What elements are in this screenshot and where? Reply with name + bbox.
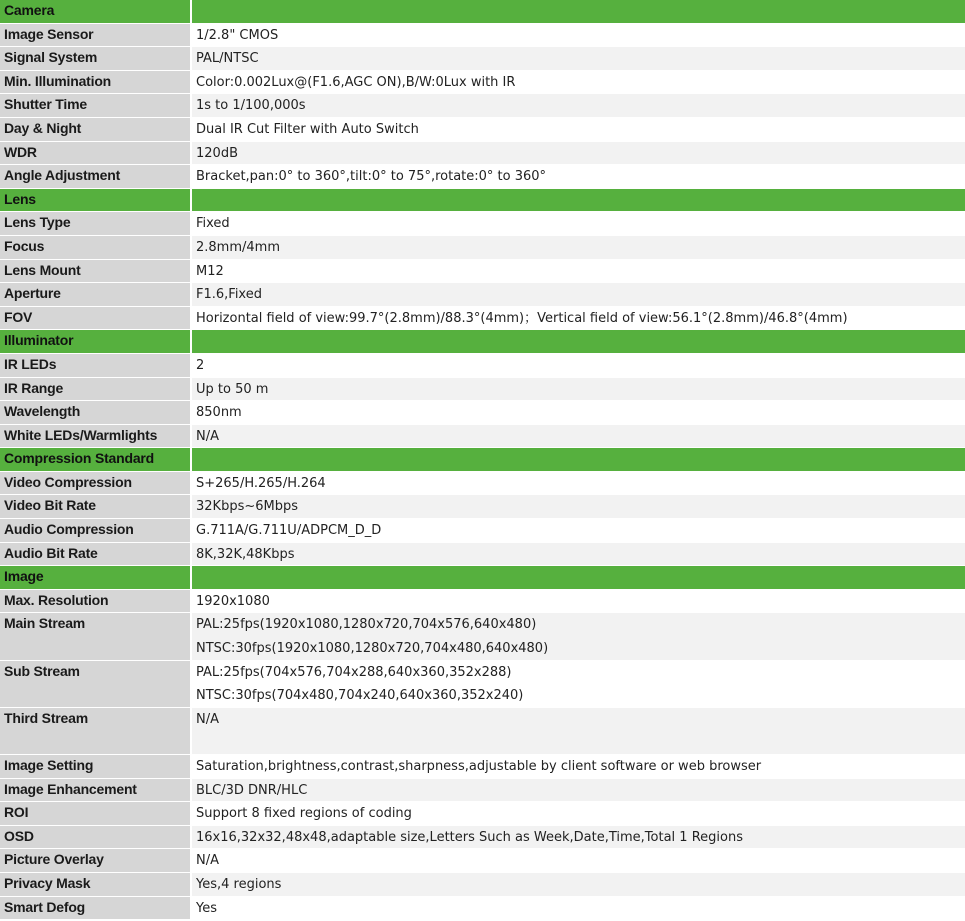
spec-label: Video Compression	[0, 472, 192, 495]
spec-value-line: 2.8mm/4mm	[196, 239, 280, 255]
section-header-image	[0, 566, 965, 590]
spec-value-line: S+265/H.265/H.264	[196, 475, 326, 491]
spec-label: Min. Illumination	[0, 71, 192, 94]
spec-value	[192, 873, 965, 896]
spec-row-aperture	[0, 283, 965, 307]
spec-row-sub-stream	[0, 661, 965, 708]
spec-value	[192, 897, 965, 920]
spec-row-wdr	[0, 142, 965, 166]
spec-value-line: NTSC:30fps(1920x1080,1280x720,704x480,640x480)	[196, 641, 549, 657]
spec-value-line: Fixed	[196, 216, 230, 232]
spec-label: Shutter Time	[0, 94, 192, 117]
spec-label: Video Bit Rate	[0, 495, 192, 518]
spec-value-line: N/A	[196, 428, 219, 444]
spec-label: Max. Resolution	[0, 590, 192, 613]
spec-row-smart-defog	[0, 897, 965, 921]
section-fill	[192, 566, 965, 589]
spec-row-min-illumination	[0, 71, 965, 95]
spec-value	[192, 212, 965, 235]
spec-value-line: Yes,4 regions	[196, 876, 282, 892]
spec-label: Main Stream	[0, 613, 192, 659]
spec-row-shutter-time	[0, 94, 965, 118]
spec-label: Lens Mount	[0, 260, 192, 283]
spec-value	[192, 165, 965, 188]
spec-label: FOV	[0, 307, 192, 330]
spec-label: OSD	[0, 826, 192, 849]
section-title: Illuminator	[0, 330, 192, 353]
spec-value-line: PAL:25fps(1920x1080,1280x720,704x576,640x480)	[196, 617, 537, 633]
spec-value-line: 850nm	[196, 405, 242, 421]
spec-row-signal-system	[0, 47, 965, 71]
spec-value	[192, 802, 965, 825]
spec-value-line: PAL/NTSC	[196, 51, 259, 67]
spec-value-line: 1s to 1/100,000s	[196, 98, 306, 114]
spec-row-white-leds-warmlights	[0, 425, 965, 449]
spec-value	[192, 142, 965, 165]
spec-value-line: N/A	[196, 853, 219, 869]
spec-value-line: G.711A/G.711U/ADPCM_D_D	[196, 523, 382, 539]
spec-row-audio-compression	[0, 519, 965, 543]
spec-label: Audio Bit Rate	[0, 543, 192, 566]
spec-label: IR LEDs	[0, 354, 192, 377]
spec-row-focus	[0, 236, 965, 260]
spec-value	[192, 236, 965, 259]
section-fill	[192, 189, 965, 212]
spec-value	[192, 47, 965, 70]
spec-value	[192, 613, 965, 659]
spec-value	[192, 519, 965, 542]
spec-label: Angle Adjustment	[0, 165, 192, 188]
spec-value	[192, 425, 965, 448]
spec-value-line: M12	[196, 263, 224, 279]
spec-label: Day & Night	[0, 118, 192, 141]
spec-value	[192, 401, 965, 424]
spec-label: Audio Compression	[0, 519, 192, 542]
spec-label: Image Setting	[0, 755, 192, 778]
spec-row-max-resolution	[0, 590, 965, 614]
spec-value	[192, 71, 965, 94]
spec-value-line: 16x16,32x32,48x48,adaptable size,Letters Such as Week,Date,Time,Total 1 Regions	[196, 829, 743, 845]
spec-value-line: PAL:25fps(704x576,704x288,640x360,352x288)	[196, 664, 512, 680]
spec-value	[192, 307, 965, 330]
spec-value-line: 32Kbps~6Mbps	[196, 499, 299, 515]
spec-row-image-setting	[0, 755, 965, 779]
spec-value-line: Horizontal field of view:99.7°(2.8mm)/88.3°(4mm)；Vertical field of view:56.1°(2.8mm)/46.8°(4mm)	[196, 310, 848, 326]
spec-value-line: NTSC:30fps(704x480,704x240,640x360,352x240)	[196, 688, 524, 704]
spec-row-ir-range	[0, 378, 965, 402]
spec-value-line: 1920x1080	[196, 593, 270, 609]
spec-row-image-enhancement	[0, 779, 965, 803]
spec-label: Image Enhancement	[0, 779, 192, 802]
spec-value-line: F1.6,Fixed	[196, 287, 262, 303]
spec-value-line: Yes	[196, 900, 217, 916]
spec-value-line: 120dB	[196, 145, 238, 161]
spec-label: WDR	[0, 142, 192, 165]
spec-value	[192, 708, 965, 754]
spec-row-video-bit-rate	[0, 495, 965, 519]
spec-row-fov	[0, 307, 965, 331]
section-fill	[192, 0, 965, 23]
spec-value-line: Dual IR Cut Filter with Auto Switch	[196, 121, 419, 137]
section-header-illuminator	[0, 330, 965, 354]
spec-value-line: Up to 50 m	[196, 381, 269, 397]
spec-label: Aperture	[0, 283, 192, 306]
spec-label: Privacy Mask	[0, 873, 192, 896]
section-fill	[192, 448, 965, 471]
spec-value	[192, 543, 965, 566]
spec-row-osd	[0, 826, 965, 850]
section-title: Compression Standard	[0, 448, 192, 471]
spec-label: Signal System	[0, 47, 192, 70]
spec-value	[192, 472, 965, 495]
spec-row-angle-adjustment	[0, 165, 965, 189]
section-header-lens	[0, 189, 965, 213]
spec-value	[192, 118, 965, 141]
spec-label: Sub Stream	[0, 661, 192, 707]
spec-row-main-stream	[0, 613, 965, 660]
spec-row-picture-overlay	[0, 849, 965, 873]
spec-value-line: Color:0.002Lux@(F1.6,AGC ON),B/W:0Lux with IR	[196, 74, 516, 90]
spec-label: Focus	[0, 236, 192, 259]
spec-value-line: 2	[196, 357, 205, 373]
section-fill	[192, 330, 965, 353]
spec-value-line: 1/2.8" CMOS	[196, 27, 279, 43]
spec-row-wavelength	[0, 401, 965, 425]
spec-value	[192, 260, 965, 283]
spec-label: Wavelength	[0, 401, 192, 424]
spec-row-roi	[0, 802, 965, 826]
spec-row-lens-mount	[0, 260, 965, 284]
spec-label: White LEDs/Warmlights	[0, 425, 192, 448]
spec-value-line	[196, 731, 965, 754]
spec-value	[192, 590, 965, 613]
spec-value-line: Support 8 fixed regions of coding	[196, 806, 412, 822]
spec-label: Third Stream	[0, 708, 192, 754]
spec-value	[192, 826, 965, 849]
spec-value-line: Saturation,brightness,contrast,sharpness,adjustable by client software or web browser	[196, 759, 762, 774]
spec-row-video-compression	[0, 472, 965, 496]
spec-value	[192, 94, 965, 117]
section-title: Camera	[0, 0, 192, 23]
spec-label: Smart Defog	[0, 897, 192, 920]
spec-label: Image Sensor	[0, 24, 192, 47]
section-title: Image	[0, 566, 192, 589]
spec-value	[192, 495, 965, 518]
spec-row-privacy-mask	[0, 873, 965, 897]
spec-value-line: N/A	[196, 711, 219, 727]
spec-row-ir-leds	[0, 354, 965, 378]
spec-row-lens-type	[0, 212, 965, 236]
spec-label: Picture Overlay	[0, 849, 192, 872]
spec-value-line: 8K,32K,48Kbps	[196, 546, 295, 562]
spec-row-image-sensor	[0, 24, 965, 48]
section-header-camera	[0, 0, 965, 24]
spec-value	[192, 849, 965, 872]
spec-value	[192, 779, 965, 802]
spec-row-audio-bit-rate	[0, 543, 965, 567]
spec-row-third-stream	[0, 708, 965, 755]
spec-value	[192, 661, 965, 707]
section-title: Lens	[0, 189, 192, 212]
spec-value	[192, 378, 965, 401]
spec-value-line: Bracket,pan:0° to 360°,tilt:0° to 75°,rotate:0° to 360°	[196, 169, 547, 185]
spec-value-line: BLC/3D DNR/HLC	[196, 782, 308, 798]
spec-value	[192, 755, 965, 778]
spec-value	[192, 24, 965, 47]
spec-label: Lens Type	[0, 212, 192, 235]
spec-value	[192, 283, 965, 306]
spec-value	[192, 354, 965, 377]
section-header-compression-standard	[0, 448, 965, 472]
spec-label: IR Range	[0, 378, 192, 401]
spec-label: ROI	[0, 802, 192, 825]
spec-row-day-night	[0, 118, 965, 142]
